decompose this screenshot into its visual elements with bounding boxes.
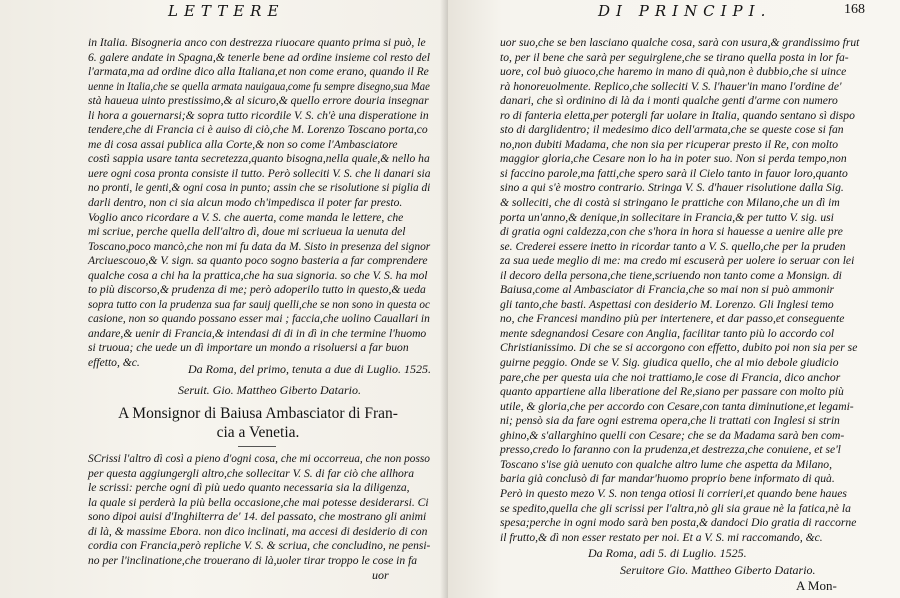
right-page	[448, 0, 900, 598]
heading-line: cia a Venetia.	[216, 424, 300, 441]
text-line: sto di darglidentro; il medesimo dico dell'armata,che se queste cose si fan	[500, 123, 844, 137]
text-line: per questa aggiungergli altro,che sollecitar V. S. di far ciò che allhora	[88, 466, 415, 480]
text-line: pare,che per questa uia che noi trattiamo,le cose di Francia, dico anchor	[500, 370, 841, 384]
running-head-right: DI PRINCIPI.	[598, 2, 772, 20]
text-line: no per l'inclinatione,che trouerano di là,uoler tirar troppo le cose in fa	[88, 553, 418, 567]
letter2-signature: Seruitore Gio. Mattheo Giberto Datario.	[620, 563, 816, 577]
text-line: Però in questo mezo V. S. non tenga otiosi li corrieri,et quando bene haues	[500, 486, 847, 500]
text-line: SCrissi l'altro dì così a pieno d'ogni cosa, che mi occorreua, che non posso	[88, 452, 430, 465]
text-line: guirne peggio. Onde se V. Sig. giudica quello, che al mio debole giudicio	[500, 356, 839, 370]
text-line: costì sappia usare tanta secretezza,quanto bisogna,nella quale,& nello ha	[88, 152, 430, 166]
text-line: stà haueua uinto prestissimo,& al sicuro,& quello errore douria insegnar	[88, 94, 429, 108]
text-line: rà honoreuolmente. Replico,che solleciti V. S. l'hauer'in mano l'ordine de'	[500, 79, 842, 93]
heading-line: A Monsignor di Baiusa Ambasciator di Fran-	[118, 405, 398, 422]
text-line: il frutto,& dì non esser restato per noi. Et a V. S. mi raccomando, &c.	[500, 530, 823, 544]
text-line: spesa;perche in ogni modo sarà ben posta,& dandoci Dio gratia di raccorne	[500, 516, 857, 530]
letter2-date: Da Roma, adi 5. di Luglio. 1525.	[588, 546, 747, 560]
text-line: sino a qui s'è mostro contrario. Stringa V. S. d'hauer risolutione dalla Sig.	[500, 181, 844, 195]
text-line: ni; pensò sia da fare ogni estrema opera,che li trattati con Inglesi si strin	[500, 414, 840, 428]
text-line: uore, col buò giuoco,che haremo in mano di quà,non è dubbio,che si uince	[500, 65, 847, 79]
text-line: to più discorso,& prudenza di me; però adoperilo tutto in questo,& ueda	[88, 283, 426, 297]
text-line: & solleciti, che di costà si stringano le prattiche con Milano,che un dì im	[500, 196, 840, 210]
text-line: gli tanto,che basti. Aspettasi con desiderio M. Lorenzo. Gli Inglesi temo	[500, 297, 834, 311]
letter1-signature: Seruit. Gio. Mattheo Giberto Datario.	[178, 383, 361, 397]
letter1-date: Da Roma, del primo, tenuta a due di Luglio. 1525.	[188, 362, 431, 376]
text-line: di là, & massime Ebora. non dico inclinati, ma accesi di desiderio di con	[88, 524, 428, 538]
text-line: di gratia ogni caldezza,con che s'hora in hora si hauesse a uenire alle pre	[500, 225, 843, 239]
text-line: tendere,che di Francia ci è auiso di ciò,che M. Lorenzo Toscano porta,co	[88, 123, 428, 137]
letter1-body	[88, 36, 430, 371]
text-line: mi scriue, perche quella dell'altro dì, doue mi scriueua la uenuta del	[88, 225, 406, 239]
text-line: se. Crederei essere inetto in ricordar tanto a V. S. quello,che per la pruden	[500, 239, 846, 253]
text-line: in Italia. Bisogneria anco con destrezza riuocare quanto prima si può, le	[88, 36, 426, 49]
text-line: ro di fanteria eletta,per potergli far uolare in Italia, quando sentano sì dispo	[500, 108, 855, 122]
left-page	[0, 0, 448, 598]
text-line: andare,& uenir di Francia,& intendasi di di in dì in che termine l'huomo	[88, 326, 427, 340]
text-line: sono dipoi auisi d'Inghilterra de' 14. del passato, che mostrano gli animi	[88, 510, 427, 524]
text-line: casione, non so quando possano esser mai ; faccia,che uolino Cauallari in	[88, 312, 430, 326]
text-line: l'armata,ma ad ordine dico alla Italiana,et non come erano, quando il Re	[88, 65, 429, 79]
text-line: utile, & gloria,che per accordo con Cesare,con tanta diminutione,et legami-	[500, 399, 854, 413]
catchword-right: A Mon-	[796, 578, 837, 593]
letter2-body	[88, 452, 430, 568]
catchword-left: uor	[372, 568, 389, 582]
text-line: presso,credo lo faranno con la prudenza,et destrezza,che conuiene, et se'l	[500, 443, 841, 457]
text-line: li hora a gouernarsi;& sopra tutto ricordile V. S. ch'è una disperatione in	[88, 108, 429, 122]
letter2-continuation	[500, 36, 860, 545]
text-line: Toscano s'ise già uenuto con qualche altro lume che aspetta da Milano,	[500, 457, 833, 471]
text-line: qualche cosa a chi ha la prattica,che ha sua signoria. so che V. S. ha mol	[88, 268, 428, 282]
text-line: si faccino parole,ma fatti,che spero sarà il Cielo tanto in fauor loro,quanto	[500, 166, 848, 180]
text-line: porta un'anno,& denique,in sollecitare in Francia,& per tutto V. sig. usi	[500, 210, 834, 224]
text-line: baria già conclusò di far mandar'huomo proprio bene informato di quà.	[500, 472, 835, 486]
text-line: Voglio anco ricordare a V. S. che auerta, come manda le lettere, che	[88, 210, 404, 224]
text-line: sopra tutto con la prudenza sua far sauij quelli,che se non sono in questa oc	[88, 297, 430, 311]
text-line: no pronti, le genti,& ogni cosa in punto; assin che se risolutione si piglia di	[88, 181, 431, 195]
text-line: Toscano,poco mancò,che non mi fu data da M. Sisto in presenza del signor	[88, 239, 431, 253]
text-line: mente sdegnandosi Cesare con Anglia, facilitar tanto più lo accordo col	[500, 326, 835, 340]
text-line: si truoua; che uede un dì importare un mondo a risoluersi a far buon	[88, 341, 409, 355]
running-head-left: LETTERE	[168, 2, 285, 20]
text-line: Arciuescouo,& V. sign. sa quanto poco sogno basteria a far comprendere	[88, 254, 428, 268]
text-line: darli dentro, non ci sia alcun modo ch'impedisca il poter far presto.	[88, 196, 403, 210]
text-line: il decoro della persona,che tiene,scriuendo non tanto come a Monsign. di	[500, 268, 842, 282]
text-line: no, che Francesi mandino più per intertenere, et dar passo,et conseguente	[500, 312, 845, 326]
text-line: uor suo,che se ben lasciano qualche cosa, sarà con usura,& grandissimo frut	[500, 36, 860, 49]
text-line: cordia con Francia,però repliche V. S. & scriua, che concludino, ne pensi-	[88, 539, 431, 553]
text-line: uere ogni cosa pronta consiste il tutto. Però solleciti V. S. che li danari sia	[88, 166, 431, 180]
text-line: 6. galere andate in Spagna,& tenerle bene ad ordine insieme col resto del	[88, 50, 430, 64]
text-line: uenne in Italia,che se quella armata nauigaua,come fu sempre disegno,sua Mae	[88, 79, 430, 93]
text-line: za sua uede meglio di me: ma credo mi escuserà per uolere io seruar con lei	[500, 254, 855, 268]
letter2-heading	[88, 404, 428, 442]
text-line: Christianissimo. Di che se si accorgono con effetto, dubito poi non sia per se	[500, 341, 858, 355]
text-line: ghino,& s'allarghino quelli con Cesare; che se da Madama sarà ben com-	[500, 428, 845, 442]
text-line: effetto, &c.	[88, 356, 140, 370]
text-line: le scrissi: perche ogni dì più uedo quanto necessaria sia la diligenza,	[88, 481, 410, 495]
text-line: maggior gloria,che Cesare non lo ha in poter suo. Non si perda tempo,non	[500, 152, 847, 166]
text-line: danari, che sì ordinino di là da i monti qualche genti d'arme con numero	[500, 94, 838, 108]
text-line: no,non dubiti Madama, che non sia per ricuperar presto il Re, con molto	[500, 137, 839, 151]
text-line: me di cosa assai publica alla Corte,& non so come l'Ambasciatore	[88, 137, 398, 151]
text-line: se spedito,quella che gli scrissi per l'altra,nò gli sia graue nè la fatica,nè la	[500, 501, 851, 515]
text-line: la quale si perderà la più bella occasione,che mai potesse desiderarsi. Ci	[88, 495, 429, 509]
text-line: Baiusa,come al Ambasciator di Francia,che so mai non si può ammonir	[500, 283, 835, 297]
page-number: 168	[844, 2, 865, 17]
text-line: quanto appartiene alla liberatione del Re,siano per passare con molto più	[500, 385, 844, 399]
text-line: to, per il bene che sarà per seguirglene,che se tirano quella posta in lor fa-	[500, 50, 849, 64]
